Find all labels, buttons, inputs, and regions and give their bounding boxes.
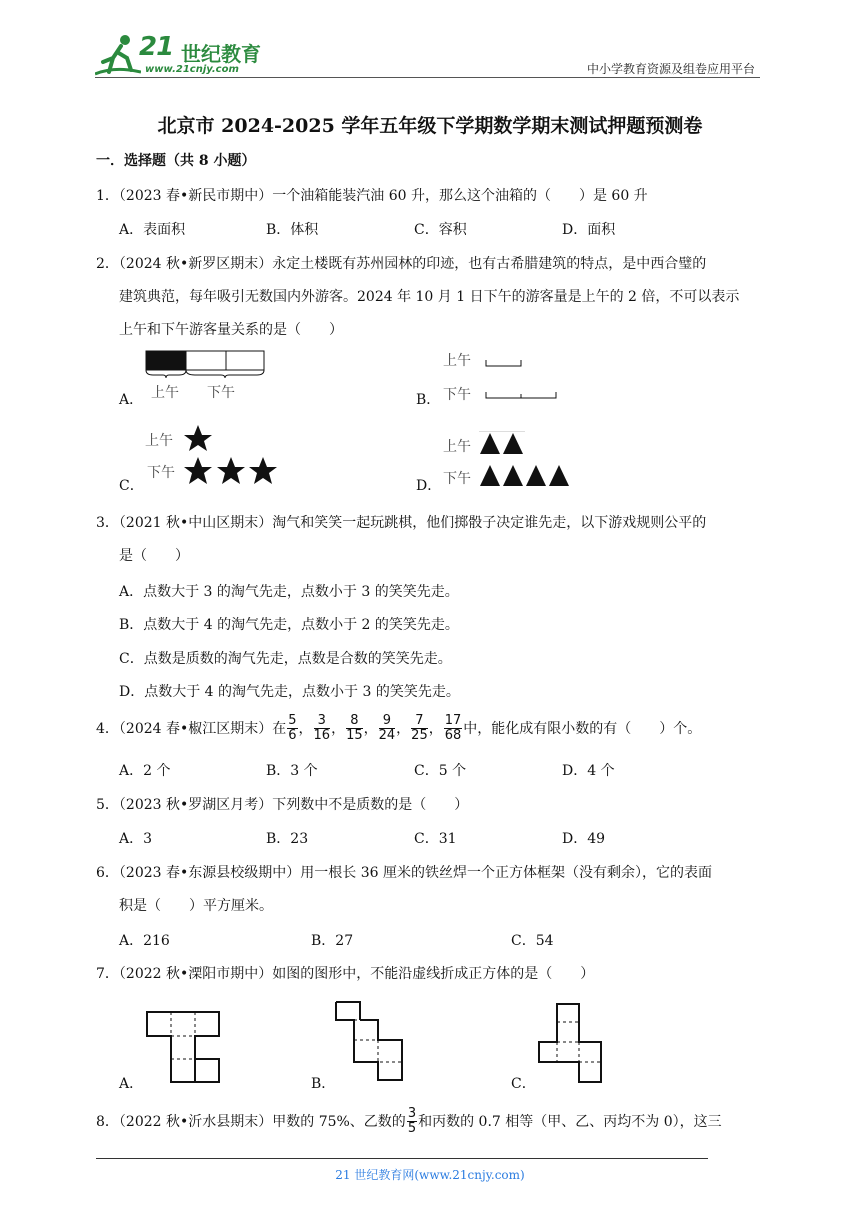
frac-denominator: 16 [313, 727, 331, 743]
q2-option-b: B． [416, 392, 441, 408]
q2a-pm-label: 下午 [207, 385, 235, 401]
q2b-am-label: 上午 [443, 353, 471, 369]
question-3-line-1: 3．（2021 秋•中山区期末）淘气和笑笑一起玩跳棋，他们掷骰子决定谁先走，以下游戏规则公平的 [96, 515, 707, 531]
q5-option-a: A．3 [119, 831, 153, 847]
q7-net-b [334, 1000, 409, 1089]
q3-option-a: A．点数大于 3 的淘气先走，点数小于 3 的笑笑先走。 [119, 584, 459, 600]
q4-option-a: A．2 个 [119, 763, 171, 779]
q2-option-d: D． [416, 478, 442, 494]
q4-option-d: D．4 个 [562, 763, 615, 779]
q1-option-d: D．面积 [562, 222, 616, 238]
frac-denominator: 6 [288, 727, 297, 743]
q5-option-c: C．31 [414, 831, 457, 847]
q3-option-b: B．点数大于 4 的淘气先走，点数小于 2 的笑笑先走。 [119, 617, 459, 633]
q2-figure-a [143, 348, 268, 404]
q2-figure-b [443, 348, 563, 404]
q2b-pm-label: 下午 [443, 387, 471, 403]
question-4 [96, 708, 701, 748]
q4-fraction-4 [379, 714, 396, 743]
q6-option-c: C．54 [511, 933, 554, 949]
q4-fraction-5 [411, 714, 428, 743]
q1-option-b: B．体积 [266, 222, 319, 238]
q2-figure-c [145, 424, 285, 488]
q7-option-a: A． [119, 1076, 144, 1092]
q4-option-c: C．5 个 [414, 763, 467, 779]
q4-option-b: B．3 个 [266, 763, 318, 779]
runner-icon [95, 32, 141, 78]
question-6-line-1: 6．（2023 春•东源县校级期中）用一根长 36 厘米的铁丝焊一个正方体框架（没有剩余），它的表面 [96, 865, 712, 881]
q7-option-c: C． [511, 1076, 536, 1092]
logo-number: 21 [139, 32, 174, 62]
q2c-pm-label: 下午 [147, 465, 175, 481]
frac-denominator: 15 [346, 727, 363, 743]
comma: ， [428, 721, 443, 737]
q2c-am-label: 上午 [145, 433, 173, 449]
site-logo [95, 32, 265, 78]
question-2-line-2: 建筑典范，每年吸引无数国内外游客。2024 年 10 月 1 日下午的游客量是上午的 2 倍，不可以表示 [119, 289, 740, 305]
frac-denominator: 24 [378, 727, 396, 743]
question-7: 7．（2022 秋•溧阳市期中）如图的图形中，不能沿虚线折成正方体的是（ ） [96, 966, 595, 982]
question-2-line-3: 上午和下午游客量关系的是（ ） [119, 322, 343, 338]
q1-option-a: A．表面积 [119, 222, 186, 238]
q7-net-a [145, 1010, 225, 1089]
logo-text: 世纪教育 [181, 42, 261, 66]
question-5: 5．（2023 秋•罗湖区月考）下列数中不是质数的是（ ） [96, 797, 469, 813]
star-icons [145, 424, 285, 488]
frac-numerator: 9 [379, 714, 396, 729]
frac-denominator: 68 [444, 727, 462, 743]
question-6-line-2: 积是（ ）平方厘米。 [119, 898, 273, 914]
page-title: 北京市 2024-2025 学年五年级下学期数学期末测试押题预测卷 [157, 115, 703, 137]
logo-url: www.21cnjy.com [145, 64, 239, 75]
triangle-icons [443, 428, 588, 490]
frac-denominator: 5 [407, 1120, 417, 1136]
comma: ， [363, 721, 378, 737]
frac-numerator: 5 [288, 712, 297, 728]
q2-option-a: A． [119, 392, 144, 408]
q3-option-c: C．点数是质数的淘气先走，点数是合数的笑笑先走。 [119, 651, 452, 667]
comma: ， [298, 721, 313, 737]
q5-option-b: B．23 [266, 831, 309, 847]
q5-option-d: D．49 [562, 831, 606, 847]
frac-numerator: 17 [444, 712, 462, 728]
q1-option-c: C．容积 [414, 222, 467, 238]
q4-fraction-1 [287, 714, 297, 743]
footer-link[interactable]: 21 世纪教育网(www.21cnjy.com) [335, 1168, 525, 1182]
q4-fraction-3 [346, 714, 363, 743]
frac-numerator: 7 [411, 714, 428, 729]
q7-net-c [537, 1002, 607, 1091]
q2-option-c: C． [119, 478, 144, 494]
header-tagline: 中小学教育资源及组卷应用平台 [586, 62, 755, 76]
q2d-pm-label: 下午 [443, 471, 471, 487]
comma: ， [396, 721, 411, 737]
question-1: 1．（2023 春•新民市期中）一个油箱能装汽油 60 升，那么这个油箱的（ ）是 60 升 [96, 188, 648, 204]
frac-denominator: 25 [411, 727, 428, 743]
question-2-line-1: 2．（2024 秋•新罗区期末）永定土楼既有苏州园林的印迹，也有古希腊建筑的特点，是中西合璧的 [96, 256, 707, 272]
header-divider [95, 77, 760, 78]
frac-numerator: 8 [346, 714, 363, 729]
footer-divider [96, 1158, 708, 1159]
frac-numerator: 3 [407, 1105, 417, 1121]
frac-numerator: 3 [314, 714, 331, 729]
q8-suffix: 和丙数的 0.7 相等（甲、乙、丙均不为 0），这三 [418, 1114, 722, 1130]
q2a-am-label: 上午 [151, 385, 179, 401]
q8-fraction [407, 1107, 417, 1136]
q4-fraction-2 [314, 714, 331, 743]
q4-suffix: 中，能化成有限小数的有（ ）个。 [463, 721, 702, 737]
question-3-line-2: 是（ ） [119, 548, 189, 564]
q7-option-b: B． [311, 1076, 336, 1092]
section-heading: 一．选择题（共 8 小题） [96, 153, 256, 169]
q6-option-a: A．216 [119, 933, 170, 949]
q6-option-b: B．27 [311, 933, 354, 949]
q3-option-d: D．点数大于 4 的淘气先走，点数小于 3 的笑笑先走。 [119, 684, 460, 700]
q2-figure-d [443, 428, 588, 490]
q2d-am-label: 上午 [443, 439, 471, 455]
q4-fraction-6 [444, 714, 463, 743]
q8-prefix: 8．（2022 秋•沂水县期末）甲数的 75%、乙数的 [96, 1114, 406, 1130]
question-8 [96, 1101, 722, 1141]
q4-prefix: 4．（2024 春•椒江区期末）在 [96, 721, 287, 737]
comma: ， [331, 721, 346, 737]
